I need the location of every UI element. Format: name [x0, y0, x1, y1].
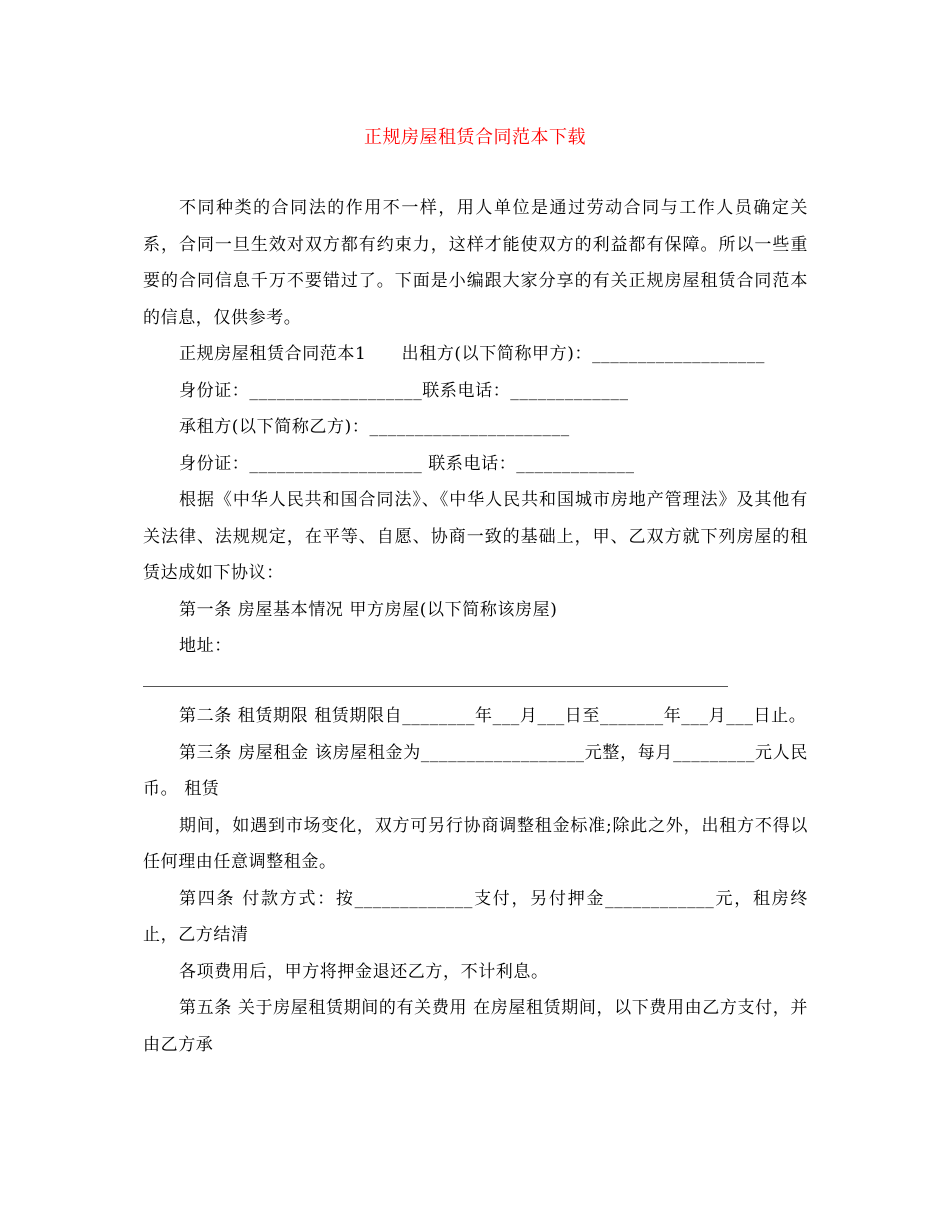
lessee-line: 承租方(以下简称乙方)：______________________ [179, 417, 570, 437]
intro-paragraph [143, 190, 808, 665]
articles-block [143, 698, 808, 1063]
article-1: 第一条 房屋基本情况 甲方房屋(以下简称该房屋) [179, 599, 558, 620]
address-label: 地址： [179, 636, 232, 656]
intro-text: 不同种类的合同法的作用不一样，用人单位是通过劳动合同与工作人员确定关系，合同一旦生效对双方都有约束力，这样才能使双方的利益都有保障。所以一些重要的合同信息千万不要错过了。下面是小编跟大家分享的有关正规房屋租赁合同范本的信息，仅供参考。 [143, 198, 808, 328]
basis-paragraph: 根据《中华人民共和国合同法》、《中华人民共和国城市房地产管理法》及其他有关法律、法规规定，在平等、自愿、协商一致的基础上，甲、乙双方就下列房屋的租赁达成如下协议： [143, 490, 808, 583]
lessor-line: 正规房屋租赁合同范本1 出租方(以下简称甲方)：___________________ [179, 344, 765, 364]
address-blank-line [143, 686, 728, 687]
article-3-continued: 期间，如遇到市场变化，双方可另行协商调整租金标准;除此之外，出租方不得以任何理由任意调整租金。 [143, 815, 808, 872]
article-2: 第二条 租赁期限 租赁期限自________年___月___日至_______年___月___日止。 [179, 706, 807, 726]
article-4: 第四条 付款方式：按_____________支付，另付押金____________元，租房终止，乙方结清 [143, 888, 808, 945]
article-5: 第五条 关于房屋租赁期间的有关费用 在房屋租赁期间，以下费用由乙方支付，并由乙方承 [143, 998, 808, 1055]
article-4-continued: 各项费用后，甲方将押金退还乙方，不计利息。 [179, 961, 549, 982]
lessee-id-line: 身份证：___________________ 联系电话：_____________ [179, 453, 635, 474]
lessor-id-line: 身份证：___________________联系电话：_____________ [179, 380, 629, 401]
article-3: 第三条 房屋租金 该房屋租金为__________________元整，每月_________元人民币。 租赁 [143, 742, 808, 799]
document-title: 正规房屋租赁合同范本下载 [364, 127, 586, 148]
